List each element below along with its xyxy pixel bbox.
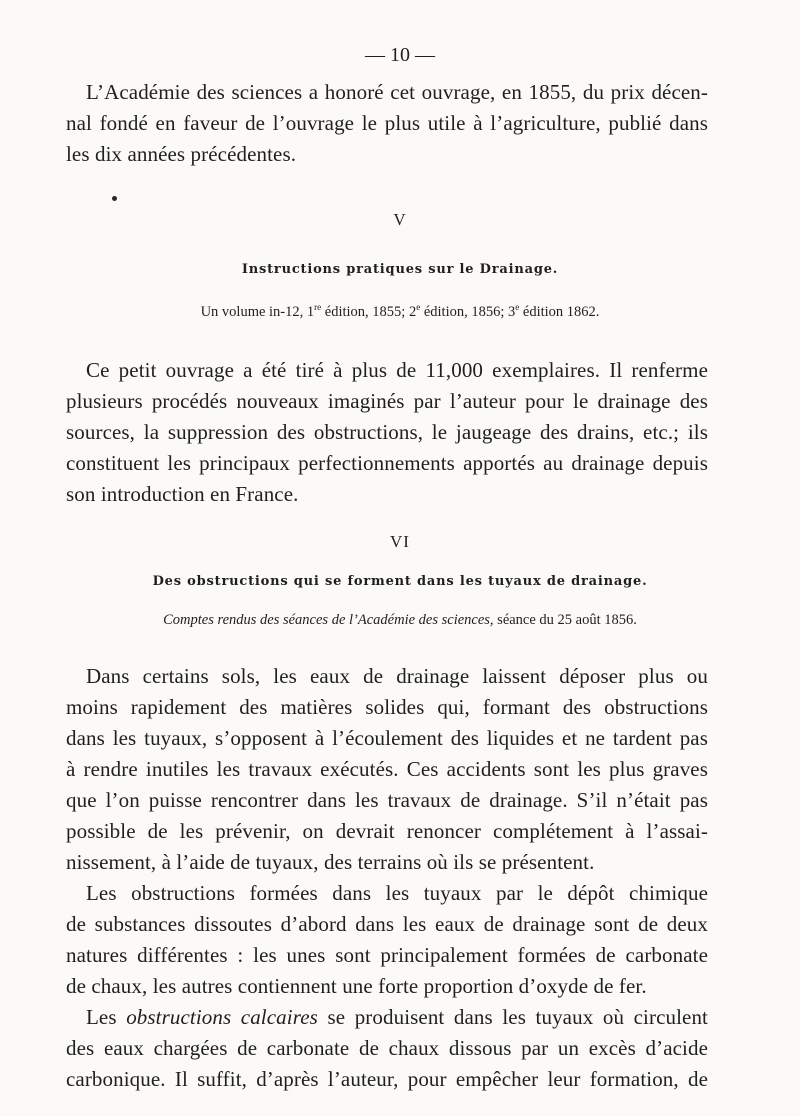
section-6-p3-line-3: carbonique. Il suffit, d’après l’auteur, pour empêcher leur formation, de [66,1067,708,1091]
section-6-p1-line-5: que l’on puisse rencontrer dans les travaux de drainage. S’il n’était pas [66,788,708,812]
section-6-p2-line-4: de chaux, les autres contiennent une forte proportion d’oxyde de fer. [66,974,647,998]
para1-line-1: L’Académie des sciences a honoré cet ouvrage, en 1855, du prix décen- [86,80,708,104]
section-6-p1-line-3: dans les tuyaux, s’opposent à l’écoulement des liquides et ne tardent pas [66,726,708,750]
section-6-p2-line-1: Les obstructions formées dans les tuyaux par le dépôt chimique [86,881,708,905]
section-5-publication: Un volume in-12, 1re édition, 1855; 2e édition, 1856; 3e édition 1862. [200,302,600,320]
section-6-p1-line-6: possible de les prévenir, on devrait renoncer complétement à l’assai- [66,819,708,843]
section-5-title: Instructions pratiques sur le Drainage. [241,262,559,277]
section-6-p1-line-7: nissement, à l’aide de tuyaux, des terrains où ils se présentent. [66,850,595,874]
ink-speck [112,196,117,201]
para1-line-3: les dix années précédentes. [66,142,297,166]
section-6-p1-line-2: moins rapidement des matières solides qui, formant des obstructions [66,695,708,719]
section-5-number: V [393,210,407,229]
section-5-line-4: constituent les principaux perfectionnements apportés au drainage depuis [66,451,708,475]
section-6-number: VI [390,532,410,551]
section-6-p1-line-4: à rendre inutiles les travaux exécutés. Ces accidents sont les plus graves [66,757,708,781]
section-5-line-1: Ce petit ouvrage a été tiré à plus de 11,000 exemplaires. Il renferme [86,358,708,382]
section-5-line-5: son introduction en France. [66,482,299,506]
section-6-title: Des obstructions qui se forment dans les tuyaux de drainage. [152,574,648,589]
section-5-line-3: sources, la suppression des obstructions, le jaugeage des drains, etc.; ils [66,420,708,444]
para1-line-2: nal fondé en faveur de l’ouvrage le plus utile à l’agriculture, publié dans [66,111,708,135]
section-6-p1-line-1: Dans certains sols, les eaux de drainage laissent déposer plus ou [86,664,708,688]
section-6-p2-line-3: natures différentes : les unes sont principalement formées de carbonate [66,943,708,967]
section-6-p3-line-2: des eaux chargées de carbonate de chaux dissous par un excès d’acide [66,1036,708,1060]
section-6-p3-line-1: Les obstructions calcaires se produisent dans les tuyaux où circulent [86,1005,708,1029]
page-number: — 10 — [365,44,435,66]
section-6-p2-line-2: de substances dissoutes d’abord dans les eaux de drainage sont de deux [66,912,708,936]
section-5-line-2: plusieurs procédés nouveaux imaginés par l’auteur pour le drainage des [66,389,708,413]
section-6-reference: Comptes rendus des séances de l’Académie des sciences, séance du 25 août 1856. [163,612,637,628]
